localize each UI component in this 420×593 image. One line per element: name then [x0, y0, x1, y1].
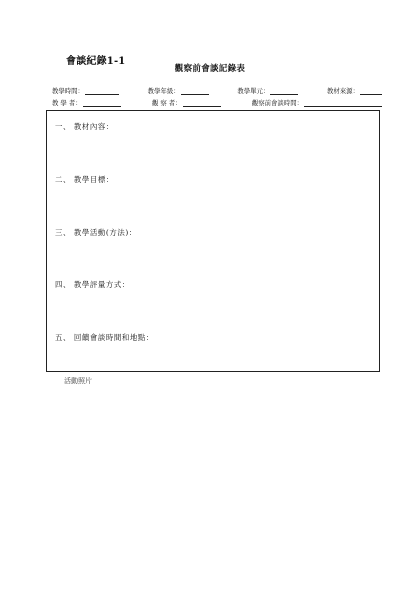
field-label: 教學單元： [237, 87, 270, 95]
section-assessment-methods: 四、 教學評量方式： [55, 280, 130, 289]
section-feedback-time-place: 五、 回饋會談時間和地點： [55, 333, 154, 342]
field-teacher [52, 98, 121, 107]
field-pre-observation-time [252, 98, 382, 107]
field-label: 教 學 者： [52, 99, 82, 107]
field-material-source [327, 86, 382, 95]
record-form-box [46, 110, 380, 372]
record-label: 會談紀錄1-1 [66, 56, 126, 67]
section-teaching-activities: 三、 教學活動(方法)： [55, 228, 137, 237]
material-source-blank[interactable] [360, 87, 382, 95]
teacher-blank[interactable] [83, 99, 121, 107]
field-row-2 [52, 98, 382, 107]
teaching-unit-blank[interactable] [270, 87, 298, 95]
field-row-1 [52, 86, 382, 95]
section-teaching-objectives: 二、 教學目標： [55, 175, 114, 184]
teaching-grade-blank[interactable] [181, 87, 209, 95]
field-label: 教學年級： [147, 87, 180, 95]
field-label: 教材來源： [327, 87, 359, 95]
section-teaching-content: 一、 教材內容： [55, 122, 114, 131]
field-label: 教學時間： [52, 87, 84, 95]
field-label: 觀 察 者： [151, 99, 182, 107]
field-teaching-unit [237, 86, 298, 95]
field-teaching-time [52, 86, 119, 95]
form-title: 觀察前會談記錄表 [174, 64, 246, 74]
field-observer [152, 98, 221, 107]
field-label: 觀察前會談時間： [251, 99, 303, 107]
teaching-time-blank[interactable] [85, 87, 119, 95]
pre-observation-time-blank[interactable] [304, 99, 382, 107]
photo-caption: 活動照片 [64, 377, 92, 385]
observer-blank[interactable] [183, 99, 221, 107]
field-teaching-grade [148, 86, 209, 95]
